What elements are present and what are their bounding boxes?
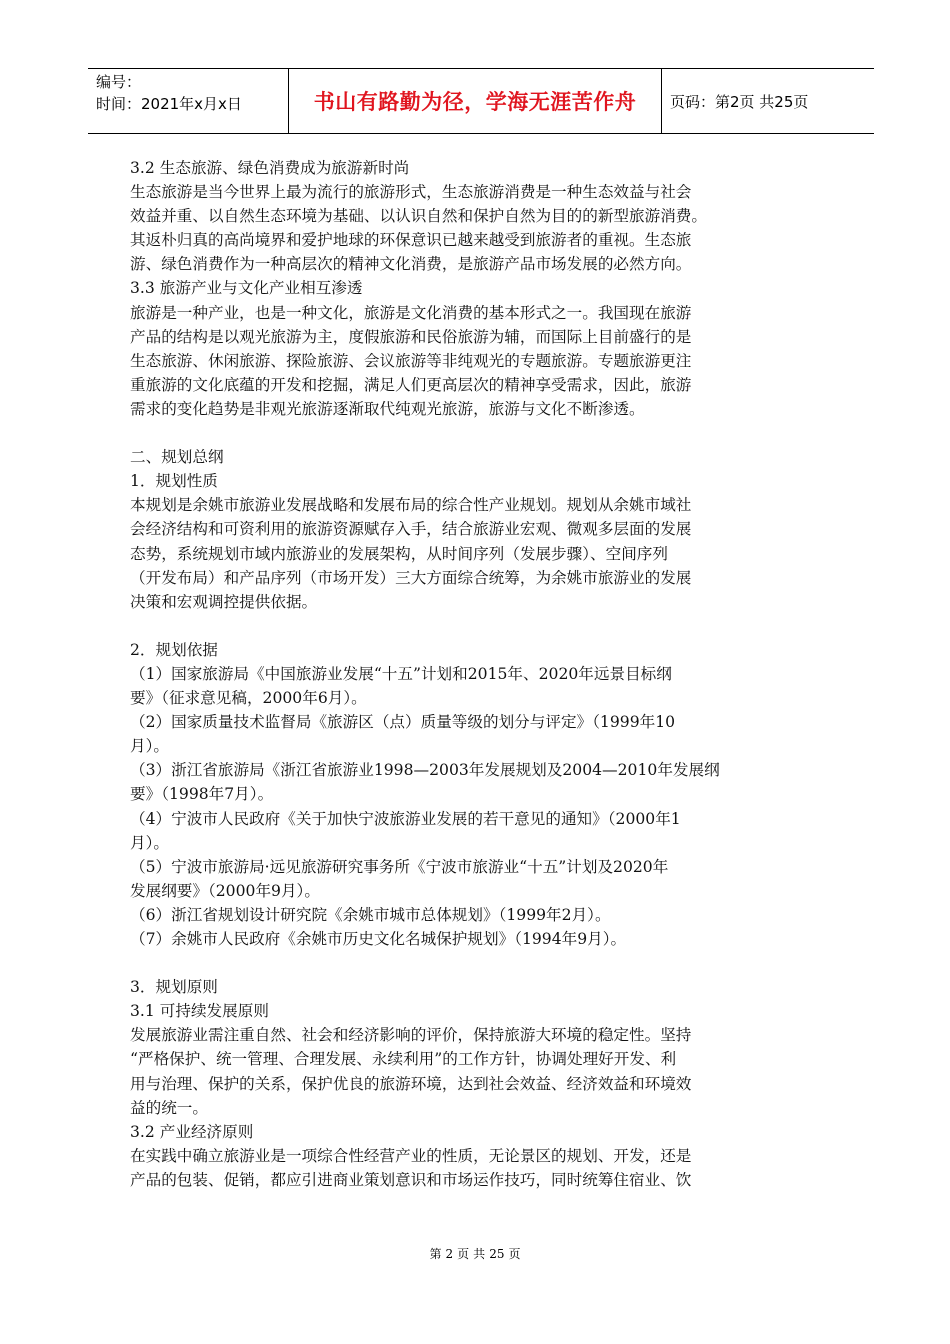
text-line: 要》（征求意见稿，2000年6月）。 (130, 689, 367, 708)
text-line: 月）。 (130, 737, 169, 756)
footer-di: 第 (429, 1247, 442, 1261)
text-line: 二、规划总纲 (130, 448, 224, 467)
text-line: （1）国家旅游局《中国旅游业发展“十五”计划和2015年、2020年远景目标纲 (130, 664, 672, 683)
text-line: 益的统一。 (130, 1098, 208, 1117)
text-line: 3.2 生态旅游、绿色消费成为旅游新时尚 (130, 159, 410, 177)
footer-ye: 页 (457, 1247, 470, 1261)
text-line: 其返朴归真的高尚境界和爱护地球的环保意识已越来越受到旅游者的重视。生态旅 (130, 231, 692, 250)
footer-total: 25 (489, 1247, 505, 1261)
text-line: （6）浙江省规划设计研究院《余姚市城市总体规划》（1999年2月）。 (130, 905, 611, 924)
text-line: （开发布局）和产品序列（市场开发）三大方面综合统筹，为余姚市旅游业的发展 (130, 568, 692, 587)
text-line: 会经济结构和可资利用的旅游资源赋存入手，结合旅游业宏观、微观多层面的发展 (130, 520, 692, 539)
blank-line (130, 614, 822, 638)
page-footer (0, 1245, 950, 1262)
header-slogan: 书山有路勤为径，学海无涯苦作舟 (288, 69, 662, 133)
text-line: （5）宁波市旅游局·远见旅游研究事务所《宁波市旅游业“十五”计划及2020年 (130, 857, 669, 876)
text-line: 月）。 (130, 833, 169, 852)
text-line: 本规划是余姚市旅游业发展战略和发展布局的综合性产业规划。规划从余姚市域社 (130, 496, 692, 515)
blank-line (130, 951, 822, 975)
text-line: 效益并重、以自然生态环境为基础、以认识自然和保护自然为目的的新型旅游消费。 (130, 207, 707, 226)
text-line: 旅游是一种产业，也是一种文化，旅游是文化消费的基本形式之一。我国现在旅游 (130, 303, 692, 322)
text-line: 产品的包装、促销，都应引进商业策划意识和市场运作技巧，同时统筹住宿业、饮 (130, 1170, 692, 1189)
text-line: 发展纲要》（2000年9月）。 (130, 881, 320, 900)
text-line: （7）余姚市人民政府《余姚市历史文化名城保护规划》（1994年9月）。 (130, 930, 627, 948)
text-line: 生态旅游、休闲旅游、探险旅游、会议旅游等非纯观光的专题旅游。专题旅游更注 (130, 351, 692, 370)
text-line: 要》（1998年7月）。 (130, 785, 274, 804)
text-line: 3.2 产业经济原则 (130, 1122, 254, 1141)
text-line: 产品的结构是以观光旅游为主，度假旅游和民俗旅游为辅，而国际上目前盛行的是 (130, 327, 692, 346)
footer-page: 2 (445, 1247, 454, 1261)
text-line: 2．规划依据 (130, 640, 218, 659)
text-line: 3．规划原则 (130, 978, 218, 997)
text-line: 3.1 可持续发展原则 (130, 1002, 269, 1021)
text-line: 用与治理、保护的关系，保护优良的旅游环境，达到社会效益、经济效益和环境效 (130, 1074, 692, 1093)
header-number: 编号： (96, 73, 142, 91)
header-page-number: 页码：第2页 共25页 (670, 92, 809, 111)
text-line: 发展旅游业需注重自然、社会和经济影响的评价，保持旅游大环境的稳定性。坚持 (130, 1026, 692, 1045)
text-line: 在实践中确立旅游业是一项综合性经营产业的性质，无论景区的规划、开发，还是 (130, 1146, 692, 1165)
text-line: （3）浙江省旅游局《浙江省旅游业1998—2003年发展规划及2004—2010年发展纲 (130, 761, 720, 780)
text-line: （4）宁波市人民政府《关于加快宁波旅游业发展的若干意见的通知》（2000年1 (130, 809, 681, 828)
text-line: 态势，系统规划市域内旅游业的发展架构，从时间序列（发展步骤）、空间序列 (130, 544, 668, 563)
text-line: 需求的变化趋势是非观光旅游逐渐取代纯观光旅游，旅游与文化不断渗透。 (130, 399, 645, 418)
footer-gong: 共 (473, 1247, 486, 1261)
header-time: 时间：2021年x月x日 (96, 95, 242, 113)
page-header (88, 68, 874, 134)
text-line: “严格保护、统一管理、合理发展、永续利用”的工作方针，协调处理好开发、利 (130, 1050, 677, 1069)
document-body (130, 156, 822, 1192)
text-line: 生态旅游是当今世界上最为流行的旅游形式，生态旅游消费是一种生态效益与社会 (130, 183, 692, 202)
footer-ye-2: 页 (508, 1247, 521, 1261)
text-line: 重旅游的文化底蕴的开发和挖掘，满足人们更高层次的精神享受需求，因此，旅游 (130, 375, 692, 394)
text-line: （2）国家质量技术监督局《旅游区（点）质量等级的划分与评定》（1999年10 (130, 713, 676, 732)
blank-line (130, 421, 822, 445)
text-line: 游、绿色消费作为一种高层次的精神文化消费，是旅游产品市场发展的必然方向。 (130, 255, 692, 274)
text-line: 决策和宏观调控提供依据。 (130, 592, 318, 611)
text-line: 1．规划性质 (130, 472, 218, 491)
header-meta (88, 69, 288, 133)
text-line: 3.3 旅游产业与文化产业相互渗透 (130, 279, 363, 298)
